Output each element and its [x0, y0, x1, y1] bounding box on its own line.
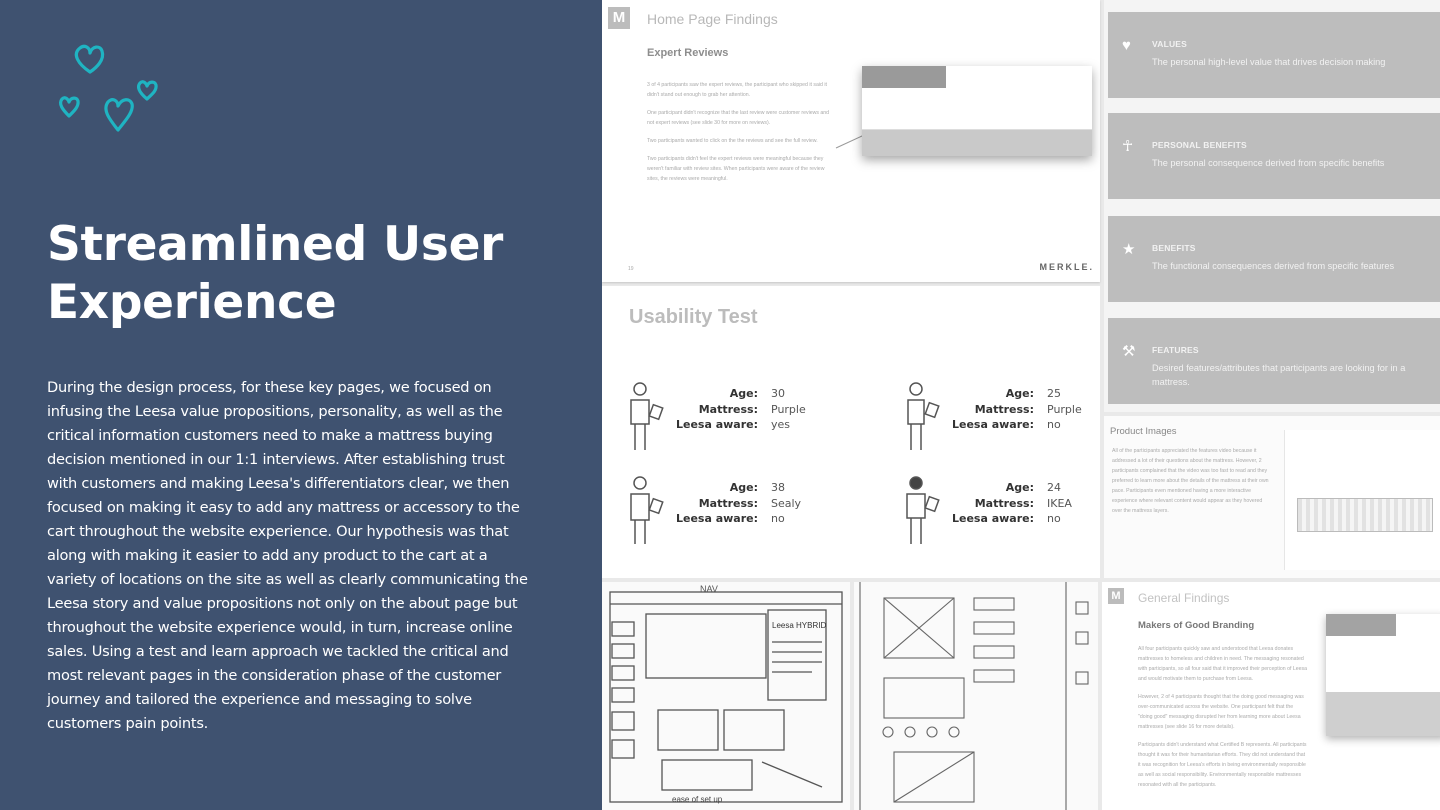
value-desc: Desired features/attributes that participants are looking for in a mattress.: [1152, 363, 1406, 387]
slide-body: During the design process, for these key pages, we focused on infusing the Leesa value propositions, personality, as well as the critical information customers need to make a mattress buying decision mentioned in our 1:1 interviews. After establishing trust with customers and making Leesa's differentiators clear, we then focused on making it easy to add any mattress or accessory to the cart throughout the website experience. Our hypothesis was that along with making it easier to add any product to the cart at a variety of locations on the site as well as clearly communicating the Leesa story and value propositions not only on the about page but throughout the website experience would, in turn, increase online sales. Using a test and learn approach we tackled the critical and most relevant pages in the consideration phase of the customer journey and tailored the experience and messaging to solve customers pain points.: [47, 379, 528, 732]
mattress-value: Purple: [771, 402, 806, 416]
person-icon: ☥: [1122, 138, 1134, 155]
findings-title: Home Page Findings: [647, 11, 778, 27]
mattress-label: Mattress:: [974, 402, 1034, 416]
value-desc: The personal consequence derived from specific benefits: [1152, 158, 1385, 168]
sketch-nav-label: NAV: [700, 584, 718, 594]
mattress-value: Purple: [1047, 402, 1082, 416]
participant-card: [902, 380, 1100, 460]
home-page-findings-slide: [602, 0, 1100, 282]
aware-label: Leesa aware:: [675, 512, 758, 525]
aware-value: no: [1047, 512, 1061, 525]
findings-paragraph: One participant didn't recognize that the last review were customer reviews and not expert reviews (see slide 30 for more on reviews).: [647, 110, 830, 126]
age-value: 38: [771, 481, 785, 494]
value-title: VALUES: [1152, 39, 1188, 49]
sketch-note: Leesa HYBRID: [772, 621, 827, 630]
merkle-logo-icon: M: [1108, 588, 1124, 604]
merkle-brand: MERKLE.: [1039, 262, 1094, 272]
merkle-logo-icon: M: [608, 7, 630, 29]
general-findings-slide: [1102, 582, 1440, 810]
usability-title: Usability Test: [629, 306, 758, 328]
mattress-label: Mattress:: [974, 496, 1034, 510]
heart-icon: ♥: [1122, 37, 1131, 54]
findings-subtitle: Expert Reviews: [647, 47, 729, 59]
values-ladder-slide: [1104, 0, 1440, 412]
age-value: 30: [771, 387, 785, 400]
sketch-note: ease of set up: [672, 795, 723, 804]
mattress-value: Sealy: [771, 496, 802, 510]
participant-card: [626, 380, 866, 460]
aware-label: Leesa aware:: [951, 512, 1034, 525]
participant-card: [626, 474, 866, 554]
wrench-icon: ⚒: [1122, 343, 1136, 360]
aware-label: Leesa aware:: [951, 418, 1034, 431]
age-label: Age:: [729, 481, 758, 494]
sketch-drawing: [854, 582, 1098, 810]
wireframe-sketch: [602, 582, 850, 810]
star-icon: ★: [1122, 241, 1136, 258]
value-title: PERSONAL BENEFITS: [1152, 140, 1247, 150]
product-images-paragraph: All of the participants appreciated the features video because it addressed a lot of their questions about the mattress. However, 2 participants complained that the video was too fast to read and they preferred to learn more about the details of the mattress at their own pace. Participants even mentioned having a more interactive experience where relevant content would appear as they hovered over the mattress layers.: [1112, 448, 1269, 514]
product-page-screenshot: [1284, 430, 1440, 570]
product-images-title: Product Images: [1110, 426, 1177, 437]
age-value: 25: [1047, 387, 1061, 400]
product-images-slide: [1104, 416, 1440, 578]
mattress-label: Mattress:: [698, 402, 758, 416]
general-findings-paragraph: Participants didn't understand what Certified B represents. All participants thought it was for their humanitarian efforts. They did not understand that it was recognition for Leesa's efforts in being environmentally responsible as well as social responsibility. Environmentally responsible mattresses resonated with all the participants.: [1138, 742, 1307, 788]
findings-paragraph: 3 of 4 participants saw the expert reviews, the participant who skipped it said it didn't stand out enough to grab her attention.: [647, 82, 827, 98]
wireframe-sketch: [854, 582, 1098, 810]
findings-paragraph: Two participants wanted to click on the the reviews and see the full review.: [647, 138, 818, 144]
age-label: Age:: [1005, 387, 1034, 400]
website-screenshot: [862, 66, 1092, 156]
participant-card: [902, 474, 1100, 554]
slide-title: Streamlined User Experience: [47, 217, 504, 330]
mattress-value: IKEA: [1047, 496, 1072, 510]
findings-text: [647, 80, 835, 192]
general-findings-subtitle: Makers of Good Branding: [1138, 620, 1255, 631]
age-label: Age:: [1005, 481, 1034, 494]
page-number: 19: [628, 266, 634, 272]
benefits-row: [1108, 216, 1440, 302]
value-desc: The personal high-level value that drives decision making: [1152, 57, 1386, 67]
mattress-image: [1297, 498, 1433, 532]
findings-paragraph: Two participants didn't feel the expert reviews were meaningful because they weren't familiar with review sites. When participants were aware of the review sites, the reviews were meaningful.: [647, 156, 825, 182]
research-collage: [602, 0, 1440, 810]
age-label: Age:: [729, 387, 758, 400]
aware-value: no: [1047, 418, 1061, 431]
value-title: FEATURES: [1152, 345, 1199, 355]
value-desc: The functional consequences derived from specific features: [1152, 261, 1395, 271]
general-findings-title: General Findings: [1138, 591, 1230, 605]
general-findings-paragraph: All four participants quickly saw and understood that Leesa donates mattresses to homeless and children in need. The messaging resonated with participants, so all four said that it improved their perception of Leesa and would motivate them to purchase from Leesa.: [1138, 646, 1307, 682]
features-row: [1108, 318, 1440, 404]
personal-benefits-row: [1108, 113, 1440, 199]
values-row: [1108, 12, 1440, 98]
general-findings-paragraph: However, 2 of 4 participants thought that the doing good messaging was over-communicated across the website. One participant felt that the "doing good" messaging disrupted her from learning more about Leesa mattresses (see slide 16 for more details).: [1138, 694, 1304, 730]
mattress-label: Mattress:: [698, 496, 758, 510]
aware-value: no: [771, 512, 785, 525]
product-images-text: [1112, 446, 1272, 524]
age-value: 24: [1047, 481, 1061, 494]
hearts-icon: [52, 40, 172, 140]
usability-test-slide: [602, 286, 1100, 578]
website-screenshot: [1326, 614, 1440, 736]
value-title: BENEFITS: [1152, 243, 1196, 253]
sketch-drawing: [602, 582, 850, 810]
aware-label: Leesa aware:: [675, 418, 758, 431]
left-panel: [0, 0, 602, 810]
aware-value: yes: [771, 418, 791, 431]
general-findings-text: [1138, 644, 1308, 798]
